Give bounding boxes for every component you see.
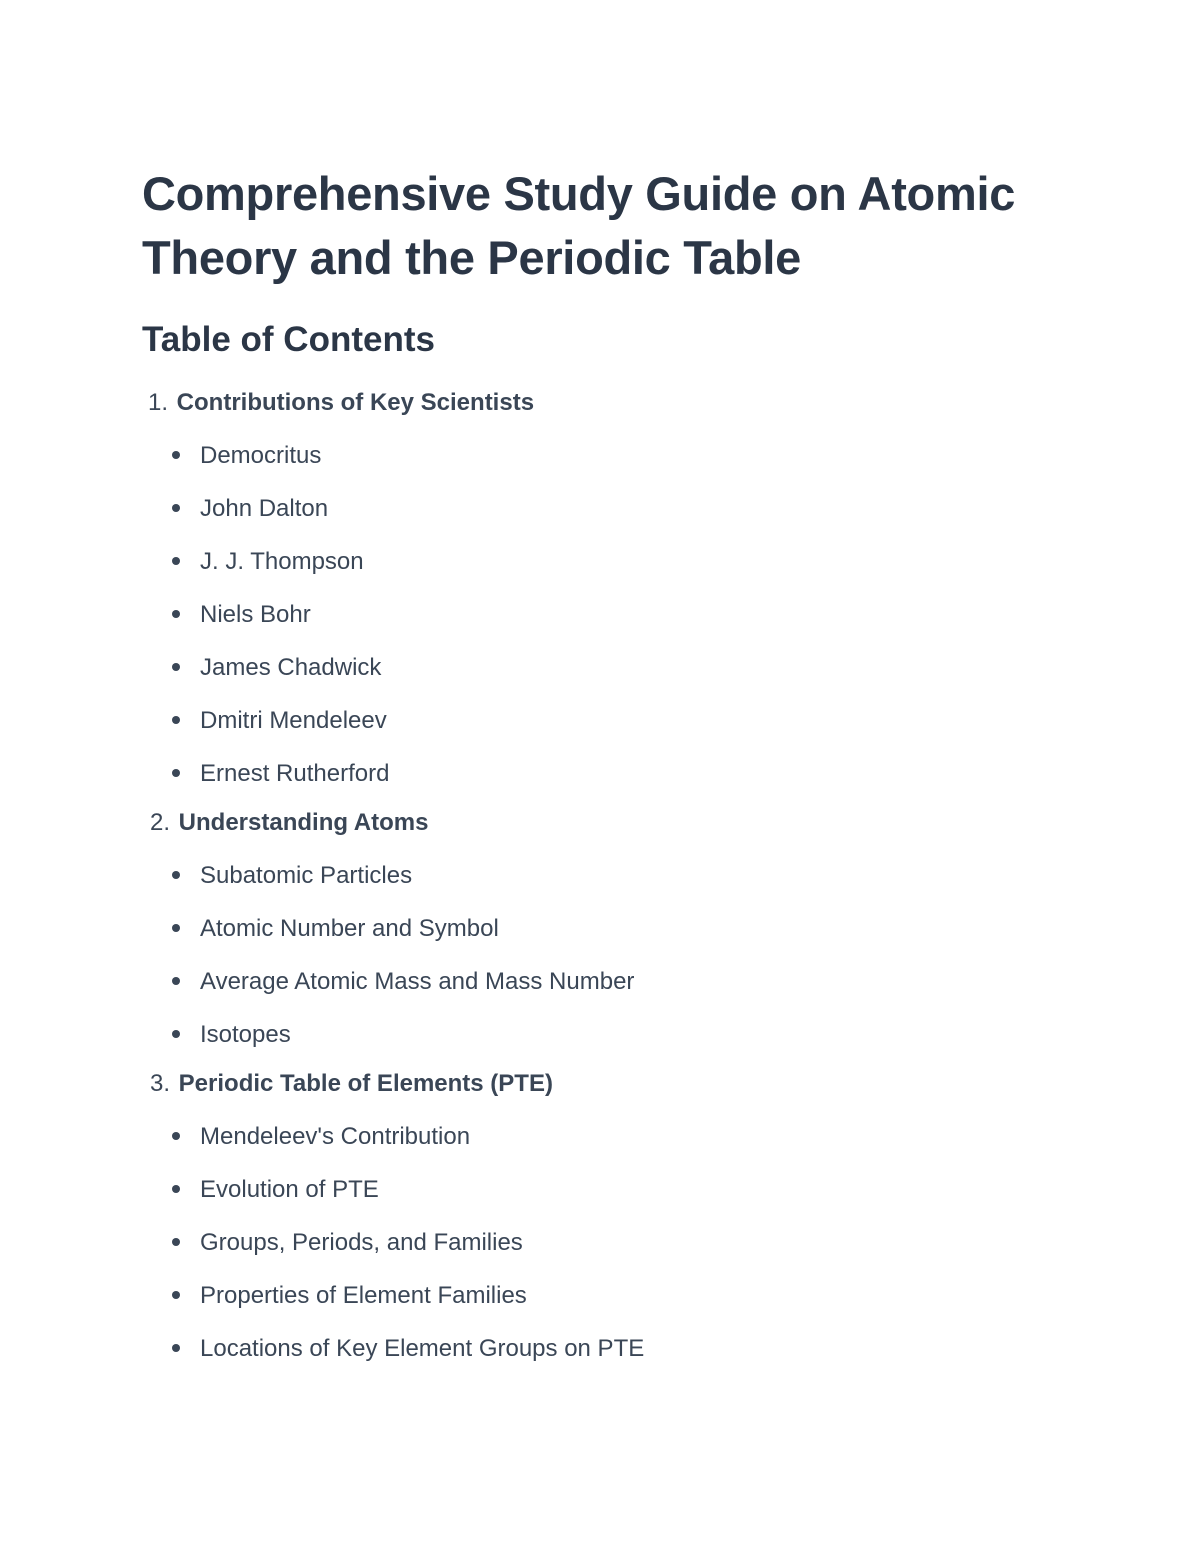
toc-subitem-label: Isotopes bbox=[200, 1021, 291, 1048]
toc-section-label: Contributions of Key Scientists bbox=[176, 389, 535, 416]
toc-subitem[interactable] bbox=[172, 1173, 1082, 1226]
table-of-contents bbox=[142, 386, 1082, 1366]
toc-section-number: 2. bbox=[149, 809, 170, 836]
bullet-icon bbox=[172, 1132, 180, 1140]
document-title: Comprehensive Study Guide on Atomic Theory and the Periodic Table bbox=[142, 167, 1016, 284]
bullet-icon bbox=[172, 557, 180, 565]
toc-section bbox=[142, 386, 1082, 791]
toc-subitem[interactable] bbox=[172, 1332, 1082, 1366]
toc-subitem-label: Ernest Rutherford bbox=[200, 760, 390, 787]
toc-section-title[interactable] bbox=[142, 806, 1082, 844]
toc-subitem-label: Locations of Key Element Groups on PTE bbox=[200, 1335, 645, 1362]
toc-subitems bbox=[142, 1120, 1082, 1366]
toc-subitem[interactable] bbox=[172, 651, 1082, 704]
toc-section bbox=[142, 806, 1082, 1052]
toc-subitem-label: J. J. Thompson bbox=[200, 548, 364, 575]
bullet-icon bbox=[172, 977, 180, 985]
toc-subitem[interactable] bbox=[172, 965, 1082, 1018]
toc-subitem-label: James Chadwick bbox=[200, 654, 382, 681]
bullet-icon bbox=[172, 871, 180, 879]
bullet-icon bbox=[172, 504, 180, 512]
toc-section-title[interactable] bbox=[142, 386, 1082, 424]
bullet-icon bbox=[172, 451, 180, 459]
toc-subitem-label: Democritus bbox=[200, 442, 322, 469]
toc-subitem[interactable] bbox=[172, 859, 1082, 912]
toc-subitem[interactable] bbox=[172, 492, 1082, 545]
toc-subitem-label: Atomic Number and Symbol bbox=[200, 915, 499, 942]
toc-subitem[interactable] bbox=[172, 598, 1082, 651]
toc-subitem[interactable] bbox=[172, 1226, 1082, 1279]
bullet-icon bbox=[172, 1291, 180, 1299]
toc-subitem-label: Dmitri Mendeleev bbox=[200, 707, 387, 734]
toc-subitem[interactable] bbox=[172, 757, 1082, 791]
bullet-icon bbox=[172, 1344, 180, 1352]
toc-subitem-label: Groups, Periods, and Families bbox=[200, 1229, 523, 1256]
toc-section-label: Understanding Atoms bbox=[178, 809, 429, 836]
document-page bbox=[142, 162, 1082, 1381]
toc-section-title[interactable] bbox=[142, 1067, 1082, 1105]
bullet-icon bbox=[172, 610, 180, 618]
bullet-icon bbox=[172, 663, 180, 671]
toc-subitem-label: Average Atomic Mass and Mass Number bbox=[200, 968, 635, 995]
toc-section-label: Periodic Table of Elements (PTE) bbox=[178, 1070, 553, 1097]
toc-subitems bbox=[142, 439, 1082, 791]
toc-subitem-label: Subatomic Particles bbox=[200, 862, 413, 889]
toc-section bbox=[142, 1067, 1082, 1366]
toc-subitem[interactable] bbox=[172, 439, 1082, 492]
toc-subitem-label: Evolution of PTE bbox=[200, 1176, 379, 1203]
toc-heading: Table of Contents bbox=[142, 320, 435, 359]
toc-subitem-label: Properties of Element Families bbox=[200, 1282, 527, 1309]
bullet-icon bbox=[172, 769, 180, 777]
bullet-icon bbox=[172, 924, 180, 932]
bullet-icon bbox=[172, 1238, 180, 1246]
bullet-icon bbox=[172, 1030, 180, 1038]
toc-subitem[interactable] bbox=[172, 704, 1082, 757]
toc-section-number: 3. bbox=[149, 1070, 170, 1097]
toc-subitem-label: Mendeleev's Contribution bbox=[200, 1123, 471, 1150]
bullet-icon bbox=[172, 716, 180, 724]
toc-subitem-label: John Dalton bbox=[200, 495, 329, 522]
toc-subitem[interactable] bbox=[172, 1018, 1082, 1052]
toc-subitems bbox=[142, 859, 1082, 1052]
toc-subitem-label: Niels Bohr bbox=[200, 601, 311, 628]
toc-subitem[interactable] bbox=[172, 912, 1082, 965]
toc-section-number: 1. bbox=[147, 389, 168, 416]
bullet-icon bbox=[172, 1185, 180, 1193]
toc-subitem[interactable] bbox=[172, 545, 1082, 598]
toc-subitem[interactable] bbox=[172, 1279, 1082, 1332]
toc-subitem[interactable] bbox=[172, 1120, 1082, 1173]
